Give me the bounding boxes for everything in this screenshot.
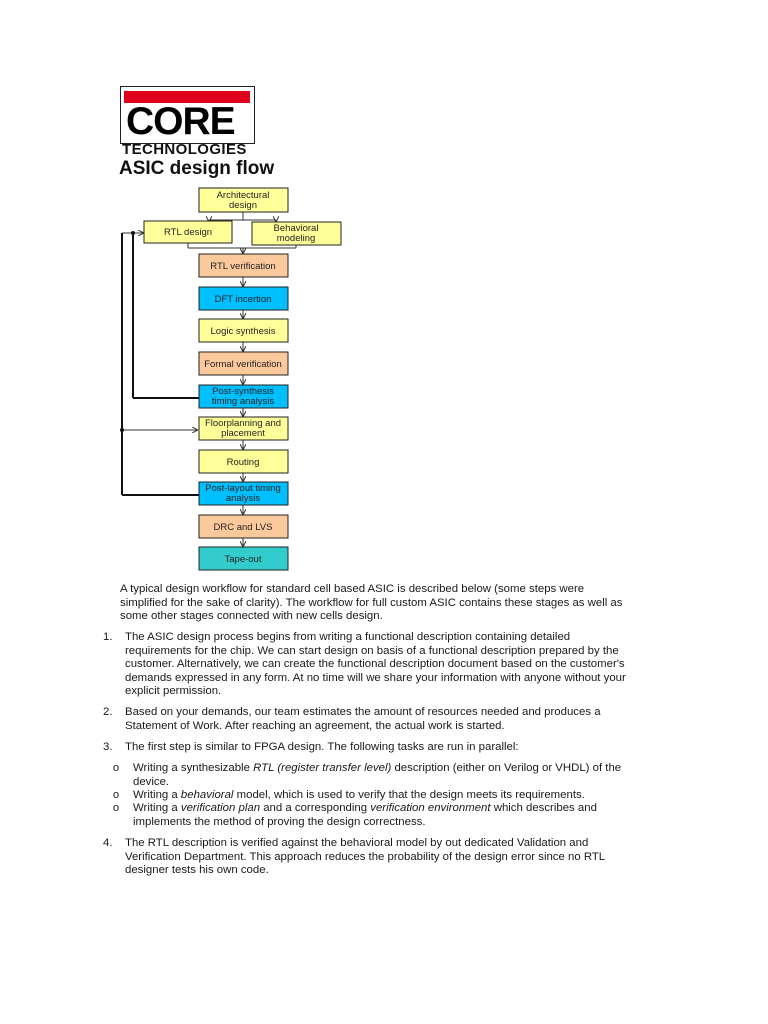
bullet-text: device. (133, 775, 170, 788)
step-1-text (125, 631, 653, 699)
bullet-text: and a corresponding (260, 802, 371, 814)
step-line: The first step is similar to FPGA design. The following tasks are run in parallel: (125, 741, 519, 753)
intro-line: A typical design workflow for standard cell based ASIC is described below (some steps were (120, 583, 585, 595)
step-line: The ASIC design process begins from writing a functional description containing detailed (125, 631, 571, 643)
step-line: Based on your demands, our team estimates the amount of resources needed and produces a (125, 706, 601, 718)
box-formal-verification-label: Formal verification (204, 359, 282, 370)
step-line: requirements for the chip. We can start design on basis of a functional description prepared by the (125, 644, 619, 657)
bullet-marker: o (113, 762, 120, 774)
bullet-emphasis: behavioral (180, 789, 234, 801)
step-line: explicit permission. (125, 685, 222, 698)
box-tapeout-label: Tape-out (224, 554, 262, 565)
step-line: demands expressed in any form. At no time will we share your information with anyone without your (125, 671, 626, 684)
step-4-text (125, 837, 653, 878)
box-logic-synthesis-label: Logic synthesis (210, 326, 276, 337)
bullet-marker: o (113, 789, 120, 801)
step-2-text (125, 706, 653, 733)
bullet-emphasis: verification environment (370, 802, 491, 814)
bullet-emphasis: RTL (register transfer level) (253, 762, 392, 774)
logo-subtitle: TECHNOLOGIES (122, 141, 247, 158)
step-line: Statement of Work. After reaching an agreement, the actual work is started. (125, 719, 505, 732)
box-rtl-design-label: RTL design (163, 227, 213, 238)
step-line: designer tests his own code. (125, 864, 269, 877)
step-line: Verification Department. This approach reduces the probability of the design error since no RTL (125, 850, 606, 863)
intro-line: some other stages connected with new cells design. (120, 610, 383, 623)
bullet-verification (133, 802, 653, 829)
page-title: ASIC design flow (119, 158, 275, 179)
bullet-emphasis: verification plan (180, 802, 261, 814)
step-2-number: 2. (103, 706, 113, 718)
bullet-text: model, which is used to verify that the design meets its requirements. (233, 789, 585, 801)
bullet-text: Writing a (133, 789, 181, 801)
logo-word: CORE (126, 100, 235, 143)
step-line: customer. Alternatively, we can create the functional description document based on the customer's (125, 658, 625, 671)
box-routing-label: Routing (226, 457, 260, 468)
intro-paragraph (120, 583, 640, 624)
box-floorplanning-line2: placement (221, 428, 265, 439)
box-post-layout-line2: analysis (225, 493, 261, 504)
box-architectural-line1: Architectural (216, 190, 270, 201)
bullet-rtl (133, 762, 653, 789)
step-1-number: 1. (103, 631, 113, 643)
core-logo (120, 86, 255, 144)
step-3-text (125, 741, 653, 755)
step-line: The RTL description is verified against the behavioral model by out dedicated Validation and (125, 837, 589, 849)
step-3-number: 3. (103, 741, 113, 753)
box-architectural-line2: design (229, 200, 257, 211)
intro-line: simplified for the sake of clarity). The workflow for full custom ASIC contains these stages as well as (120, 596, 623, 609)
step-4-number: 4. (103, 837, 113, 849)
bullet-marker: o (113, 802, 120, 814)
box-post-layout-line1: Post-layout timing (205, 483, 281, 494)
bullet-text: implements the method of proving the design correctness. (133, 815, 426, 828)
box-post-synthesis-line2: timing analysis (211, 396, 275, 407)
box-behavioral-line1: Behavioral (273, 223, 319, 234)
bullet-text: description (either on Verilog or VHDL) of the (391, 762, 622, 774)
box-behavioral-line2: modeling (276, 233, 316, 244)
box-rtl-verification-label: RTL verification (210, 261, 276, 272)
box-floorplanning-line1: Floorplanning and (204, 418, 282, 429)
bullet-text: Writing a synthesizable (133, 762, 254, 774)
box-dft-label: DFT incertion (214, 294, 272, 305)
box-drc-lvs-label: DRC and LVS (213, 522, 273, 533)
bullet-text: Writing a (133, 802, 181, 814)
bullet-behavioral (133, 789, 653, 803)
bullet-text: which describes and (490, 802, 597, 814)
box-post-synthesis-line1: Post-synthesis (212, 386, 274, 397)
asic-flow-diagram (0, 180, 768, 580)
